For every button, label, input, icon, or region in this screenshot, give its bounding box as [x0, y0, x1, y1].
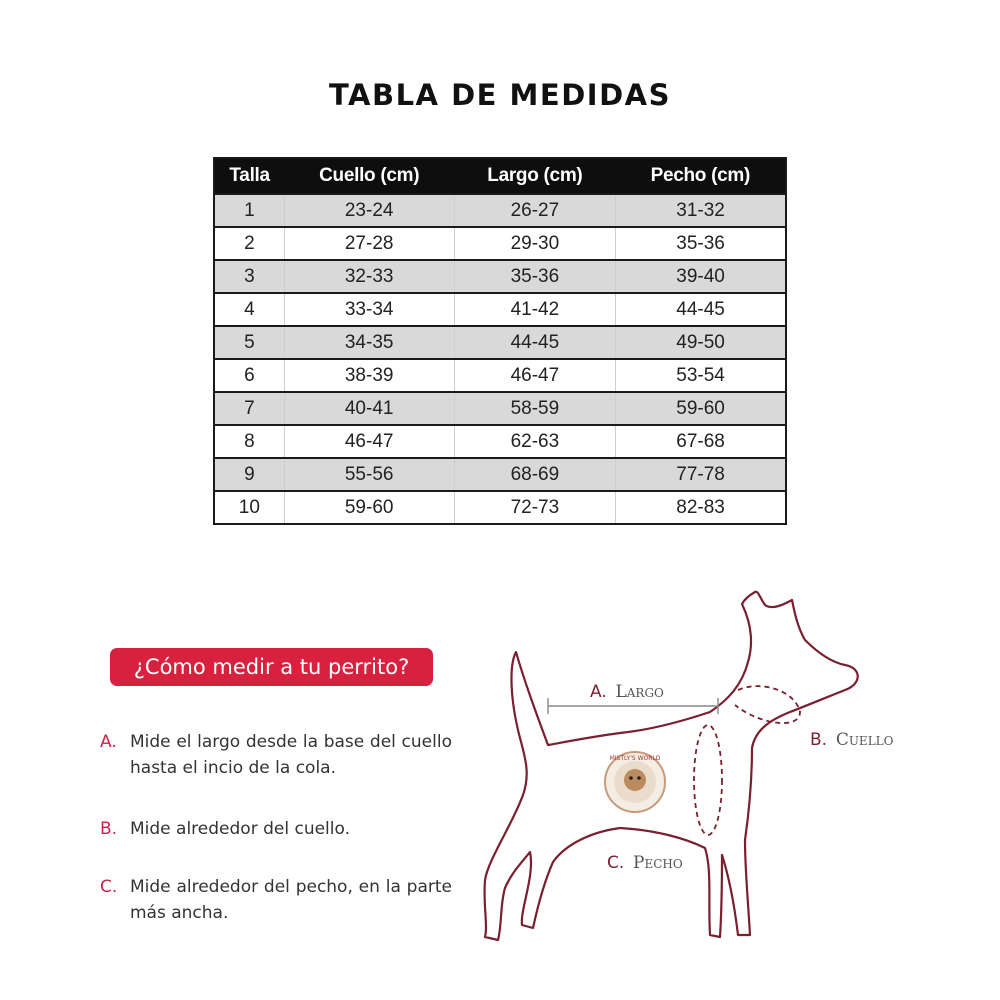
cell-talla: 8 — [214, 425, 284, 458]
header-pecho: Pecho (cm) — [616, 158, 786, 194]
label-b-letter: B. — [810, 730, 828, 750]
header-cuello: Cuello (cm) — [284, 158, 454, 194]
cell-cuello: 23-24 — [284, 194, 454, 227]
cell-cuello: 33-34 — [284, 293, 454, 326]
label-c-letter: C. — [607, 853, 625, 873]
table-row — [214, 260, 786, 293]
cell-largo: 62-63 — [454, 425, 615, 458]
cell-pecho: 82-83 — [616, 491, 786, 524]
cell-pecho: 77-78 — [616, 458, 786, 491]
cell-largo: 68-69 — [454, 458, 615, 491]
label-a-letter: A. — [590, 682, 607, 702]
chest-measure-line — [694, 725, 722, 835]
table-row — [214, 491, 786, 524]
instruction-b — [100, 816, 452, 842]
table-row — [214, 326, 786, 359]
cell-talla: 4 — [214, 293, 284, 326]
cell-talla: 3 — [214, 260, 284, 293]
cell-cuello: 38-39 — [284, 359, 454, 392]
cell-largo: 46-47 — [454, 359, 615, 392]
cell-pecho: 49-50 — [616, 326, 786, 359]
label-c-group — [607, 853, 683, 873]
page-title: TABLA DE MEDIDAS — [328, 78, 671, 112]
label-b-group — [810, 730, 894, 750]
table-header-row — [214, 158, 786, 194]
dog-outline — [485, 592, 858, 940]
cell-largo: 26-27 — [454, 194, 615, 227]
cell-largo: 58-59 — [454, 392, 615, 425]
instruction-letter: B. — [100, 819, 118, 839]
size-table — [213, 157, 787, 525]
cell-largo: 35-36 — [454, 260, 615, 293]
brand-logo — [605, 752, 665, 812]
cell-talla: 6 — [214, 359, 284, 392]
dog-measurement-diagram — [470, 580, 930, 950]
cell-talla: 1 — [214, 194, 284, 227]
cell-pecho: 44-45 — [616, 293, 786, 326]
cell-talla: 10 — [214, 491, 284, 524]
cell-pecho: 31-32 — [616, 194, 786, 227]
cell-cuello: 32-33 — [284, 260, 454, 293]
cell-cuello: 59-60 — [284, 491, 454, 524]
cell-cuello: 27-28 — [284, 227, 454, 260]
cell-talla: 5 — [214, 326, 284, 359]
label-pecho: Pecho — [633, 853, 683, 873]
table-row — [214, 425, 786, 458]
table-row — [214, 359, 786, 392]
how-to-measure-heading: ¿Cómo medir a tu perrito? — [110, 648, 433, 686]
instruction-letter: A. — [100, 732, 117, 752]
neck-measure-line — [735, 686, 800, 723]
cell-largo: 44-45 — [454, 326, 615, 359]
table-row — [214, 227, 786, 260]
logo-text: MISTLY'S WORLD — [609, 755, 661, 762]
label-largo: Largo — [615, 682, 664, 702]
table-row — [214, 458, 786, 491]
cell-largo: 41-42 — [454, 293, 615, 326]
cell-pecho: 53-54 — [616, 359, 786, 392]
cell-largo: 72-73 — [454, 491, 615, 524]
instruction-text: Mide el largo desde la base del cuello hasta el incio de la cola. — [130, 732, 452, 778]
cell-cuello: 55-56 — [284, 458, 454, 491]
instruction-letter: C. — [100, 877, 118, 897]
cell-largo: 29-30 — [454, 227, 615, 260]
instruction-text: Mide alrededor del pecho, en la parte más ancha. — [130, 877, 452, 923]
table-row — [214, 392, 786, 425]
cell-cuello: 46-47 — [284, 425, 454, 458]
label-cuello: Cuello — [835, 730, 894, 750]
table-row — [214, 293, 786, 326]
cell-pecho: 67-68 — [616, 425, 786, 458]
cell-talla: 7 — [214, 392, 284, 425]
cell-cuello: 40-41 — [284, 392, 454, 425]
cell-pecho: 35-36 — [616, 227, 786, 260]
instruction-a — [100, 729, 452, 781]
cell-pecho: 59-60 — [616, 392, 786, 425]
instruction-c — [100, 874, 452, 926]
cell-cuello: 34-35 — [284, 326, 454, 359]
cell-talla: 2 — [214, 227, 284, 260]
table-row — [214, 194, 786, 227]
instruction-text: Mide alrededor del cuello. — [130, 819, 351, 839]
label-a-group — [590, 682, 664, 702]
cell-talla: 9 — [214, 458, 284, 491]
cell-pecho: 39-40 — [616, 260, 786, 293]
header-largo: Largo (cm) — [454, 158, 615, 194]
header-talla: Talla — [214, 158, 284, 194]
